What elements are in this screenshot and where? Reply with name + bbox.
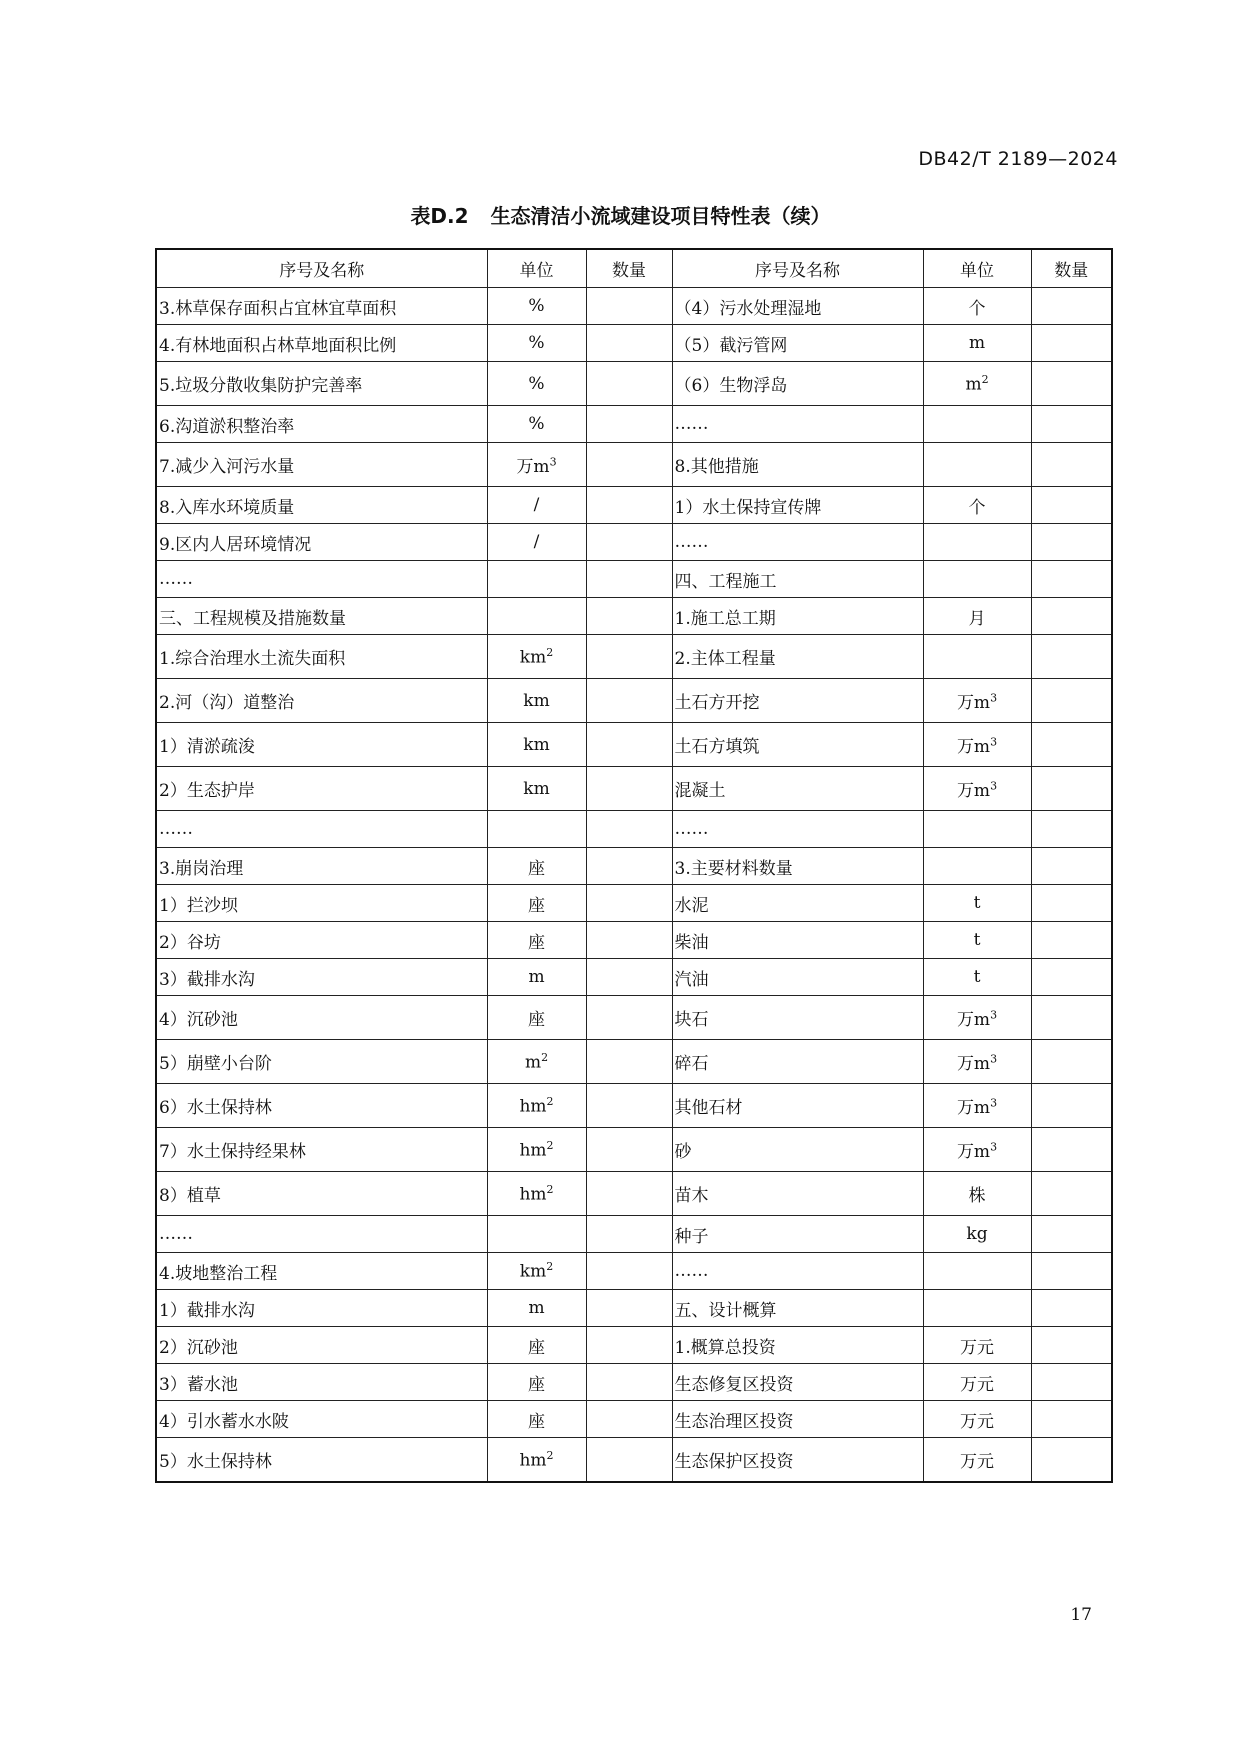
- right-name-cell: ……: [672, 1253, 923, 1290]
- table-row: [156, 1290, 1112, 1327]
- right-qty-cell: [1031, 524, 1112, 561]
- left-qty-cell: [586, 996, 672, 1040]
- header-right-qty: 数量: [1031, 249, 1112, 288]
- right-name-cell: 1.施工总工期: [672, 598, 923, 635]
- right-qty-cell: [1031, 723, 1112, 767]
- left-qty-cell: [586, 1364, 672, 1401]
- right-name-cell: 五、设计概算: [672, 1290, 923, 1327]
- right-name-cell: ……: [672, 406, 923, 443]
- right-name-cell: 混凝土: [672, 767, 923, 811]
- right-qty-cell: [1031, 325, 1112, 362]
- right-qty-cell: [1031, 811, 1112, 848]
- right-name-cell: 水泥: [672, 885, 923, 922]
- left-unit-cell: $hm^2$: [487, 1084, 586, 1128]
- right-unit-cell: 个: [923, 288, 1031, 325]
- header-left-qty: 数量: [586, 249, 672, 288]
- left-qty-cell: [586, 487, 672, 524]
- right-qty-cell: [1031, 1216, 1112, 1253]
- table-row: [156, 811, 1112, 848]
- right-name-cell: 土石方开挖: [672, 679, 923, 723]
- left-unit-cell: $hm^2$: [487, 1128, 586, 1172]
- right-unit-cell: [923, 811, 1031, 848]
- left-qty-cell: [586, 598, 672, 635]
- left-qty-cell: [586, 1084, 672, 1128]
- left-qty-cell: [586, 288, 672, 325]
- table-row: [156, 524, 1112, 561]
- right-unit-cell: 万$m^3$: [923, 1128, 1031, 1172]
- right-unit-cell: 万$m^3$: [923, 723, 1031, 767]
- right-unit-cell: kg: [923, 1216, 1031, 1253]
- right-qty-cell: [1031, 598, 1112, 635]
- left-unit-cell: m: [487, 959, 586, 996]
- table-row: [156, 288, 1112, 325]
- right-name-cell: 种子: [672, 1216, 923, 1253]
- left-name-cell: 1）拦沙坝: [156, 885, 487, 922]
- right-name-cell: 碎石: [672, 1040, 923, 1084]
- right-unit-cell: t: [923, 922, 1031, 959]
- right-unit-cell: [923, 443, 1031, 487]
- left-qty-cell: [586, 524, 672, 561]
- table-row: [156, 1364, 1112, 1401]
- right-qty-cell: [1031, 1438, 1112, 1483]
- left-unit-cell: $hm^2$: [487, 1172, 586, 1216]
- right-name-cell: 苗木: [672, 1172, 923, 1216]
- left-qty-cell: [586, 561, 672, 598]
- table-row: [156, 723, 1112, 767]
- right-name-cell: 砂: [672, 1128, 923, 1172]
- table-header-row: [156, 249, 1112, 288]
- table-row: [156, 561, 1112, 598]
- right-qty-cell: [1031, 288, 1112, 325]
- left-name-cell: 3）截排水沟: [156, 959, 487, 996]
- left-qty-cell: [586, 362, 672, 406]
- right-qty-cell: [1031, 1327, 1112, 1364]
- left-unit-cell: 座: [487, 1364, 586, 1401]
- right-qty-cell: [1031, 1040, 1112, 1084]
- table-row: [156, 325, 1112, 362]
- left-qty-cell: [586, 1040, 672, 1084]
- right-unit-cell: 万$m^3$: [923, 996, 1031, 1040]
- right-unit-cell: 万$m^3$: [923, 679, 1031, 723]
- table-row: [156, 885, 1112, 922]
- table-row: [156, 635, 1112, 679]
- table-row: [156, 1253, 1112, 1290]
- right-name-cell: 土石方填筑: [672, 723, 923, 767]
- table-row: [156, 487, 1112, 524]
- table-row: [156, 996, 1112, 1040]
- table-row: [156, 1438, 1112, 1483]
- left-unit-cell: $m^2$: [487, 1040, 586, 1084]
- left-name-cell: 3.林草保存面积占宜林宜草面积: [156, 288, 487, 325]
- right-name-cell: ……: [672, 811, 923, 848]
- left-name-cell: 1.综合治理水土流失面积: [156, 635, 487, 679]
- left-name-cell: 1）清淤疏浚: [156, 723, 487, 767]
- page-number: 17: [1070, 1605, 1092, 1625]
- right-qty-cell: [1031, 362, 1112, 406]
- right-name-cell: 汽油: [672, 959, 923, 996]
- table-body: [156, 288, 1112, 1483]
- right-qty-cell: [1031, 848, 1112, 885]
- right-qty-cell: [1031, 561, 1112, 598]
- standard-code: DB42/T 2189—2024: [918, 148, 1118, 170]
- table-row: [156, 1084, 1112, 1128]
- left-unit-cell: 座: [487, 1401, 586, 1438]
- left-qty-cell: [586, 679, 672, 723]
- left-qty-cell: [586, 959, 672, 996]
- left-unit-cell: 座: [487, 885, 586, 922]
- header-right-unit: 单位: [923, 249, 1031, 288]
- left-qty-cell: [586, 1253, 672, 1290]
- table-row: [156, 362, 1112, 406]
- right-qty-cell: [1031, 1364, 1112, 1401]
- right-name-cell: 四、工程施工: [672, 561, 923, 598]
- right-qty-cell: [1031, 767, 1112, 811]
- left-unit-cell: [487, 561, 586, 598]
- header-left-name: 序号及名称: [156, 249, 487, 288]
- left-unit-cell: /: [487, 524, 586, 561]
- left-name-cell: 3）蓄水池: [156, 1364, 487, 1401]
- left-qty-cell: [586, 723, 672, 767]
- table-row: [156, 767, 1112, 811]
- left-qty-cell: [586, 635, 672, 679]
- right-unit-cell: m: [923, 325, 1031, 362]
- right-unit-cell: 万元: [923, 1364, 1031, 1401]
- left-unit-cell: [487, 811, 586, 848]
- left-name-cell: 三、工程规模及措施数量: [156, 598, 487, 635]
- left-name-cell: 2）生态护岸: [156, 767, 487, 811]
- right-unit-cell: 月: [923, 598, 1031, 635]
- left-name-cell: 2.河（沟）道整治: [156, 679, 487, 723]
- right-qty-cell: [1031, 1128, 1112, 1172]
- left-unit-cell: km: [487, 767, 586, 811]
- right-qty-cell: [1031, 443, 1112, 487]
- left-unit-cell: 座: [487, 996, 586, 1040]
- right-qty-cell: [1031, 487, 1112, 524]
- left-unit-cell: km: [487, 723, 586, 767]
- right-qty-cell: [1031, 1172, 1112, 1216]
- left-qty-cell: [586, 1172, 672, 1216]
- right-name-cell: 其他石材: [672, 1084, 923, 1128]
- table-row: [156, 1216, 1112, 1253]
- left-unit-cell: [487, 1216, 586, 1253]
- table-row: [156, 922, 1112, 959]
- right-unit-cell: 万元: [923, 1438, 1031, 1483]
- left-qty-cell: [586, 406, 672, 443]
- left-name-cell: 4.坡地整治工程: [156, 1253, 487, 1290]
- right-unit-cell: t: [923, 959, 1031, 996]
- right-unit-cell: 万$m^3$: [923, 767, 1031, 811]
- right-unit-cell: 万$m^3$: [923, 1084, 1031, 1128]
- left-unit-cell: %: [487, 325, 586, 362]
- right-unit-cell: [923, 848, 1031, 885]
- table-row: [156, 679, 1112, 723]
- table-row: [156, 1401, 1112, 1438]
- right-name-cell: 块石: [672, 996, 923, 1040]
- left-unit-cell: 座: [487, 922, 586, 959]
- header-left-unit: 单位: [487, 249, 586, 288]
- right-name-cell: 柴油: [672, 922, 923, 959]
- right-qty-cell: [1031, 885, 1112, 922]
- right-unit-cell: t: [923, 885, 1031, 922]
- left-name-cell: 6.沟道淤积整治率: [156, 406, 487, 443]
- right-unit-cell: 株: [923, 1172, 1031, 1216]
- table-title: [0, 200, 1241, 229]
- right-name-cell: （6）生物浮岛: [672, 362, 923, 406]
- project-spec-table: [155, 248, 1113, 1483]
- right-unit-cell: [923, 635, 1031, 679]
- left-unit-cell: m: [487, 1290, 586, 1327]
- left-name-cell: 4.有林地面积占林草地面积比例: [156, 325, 487, 362]
- table-row: [156, 1172, 1112, 1216]
- left-unit-cell: 座: [487, 1327, 586, 1364]
- left-qty-cell: [586, 885, 672, 922]
- right-name-cell: （4）污水处理湿地: [672, 288, 923, 325]
- left-qty-cell: [586, 443, 672, 487]
- right-qty-cell: [1031, 406, 1112, 443]
- left-qty-cell: [586, 1438, 672, 1483]
- left-name-cell: 9.区内人居环境情况: [156, 524, 487, 561]
- left-unit-cell: %: [487, 288, 586, 325]
- right-qty-cell: [1031, 1401, 1112, 1438]
- left-unit-cell: $km^2$: [487, 1253, 586, 1290]
- right-unit-cell: 万$m^3$: [923, 1040, 1031, 1084]
- left-name-cell: ……: [156, 811, 487, 848]
- table-row: [156, 598, 1112, 635]
- left-qty-cell: [586, 325, 672, 362]
- left-name-cell: 2）沉砂池: [156, 1327, 487, 1364]
- right-name-cell: 生态治理区投资: [672, 1401, 923, 1438]
- right-qty-cell: [1031, 1084, 1112, 1128]
- left-name-cell: 4）沉砂池: [156, 996, 487, 1040]
- table-row: [156, 1040, 1112, 1084]
- left-name-cell: 7.减少入河污水量: [156, 443, 487, 487]
- left-name-cell: 5）崩壁小台阶: [156, 1040, 487, 1084]
- left-unit-cell: 万$m^3$: [487, 443, 586, 487]
- left-qty-cell: [586, 767, 672, 811]
- right-name-cell: ……: [672, 524, 923, 561]
- table-row: [156, 406, 1112, 443]
- left-name-cell: 5.垃圾分散收集防护完善率: [156, 362, 487, 406]
- right-name-cell: （5）截污管网: [672, 325, 923, 362]
- right-name-cell: 1）水土保持宣传牌: [672, 487, 923, 524]
- right-unit-cell: [923, 524, 1031, 561]
- left-name-cell: 8.入库水环境质量: [156, 487, 487, 524]
- right-unit-cell: [923, 561, 1031, 598]
- header-right-name: 序号及名称: [672, 249, 923, 288]
- left-name-cell: 7）水土保持经果林: [156, 1128, 487, 1172]
- left-name-cell: 2）谷坊: [156, 922, 487, 959]
- left-qty-cell: [586, 848, 672, 885]
- right-unit-cell: $m^2$: [923, 362, 1031, 406]
- left-unit-cell: km: [487, 679, 586, 723]
- left-qty-cell: [586, 1216, 672, 1253]
- right-qty-cell: [1031, 679, 1112, 723]
- left-name-cell: 1）截排水沟: [156, 1290, 487, 1327]
- left-unit-cell: [487, 598, 586, 635]
- left-name-cell: ……: [156, 561, 487, 598]
- right-unit-cell: 万元: [923, 1327, 1031, 1364]
- table-row: [156, 1327, 1112, 1364]
- left-name-cell: 3.崩岗治理: [156, 848, 487, 885]
- right-qty-cell: [1031, 959, 1112, 996]
- table-caption: 生态清洁小流域建设项目特性表（续）: [490, 204, 831, 228]
- left-name-cell: ……: [156, 1216, 487, 1253]
- left-qty-cell: [586, 1290, 672, 1327]
- right-name-cell: 生态修复区投资: [672, 1364, 923, 1401]
- left-qty-cell: [586, 1401, 672, 1438]
- right-unit-cell: 个: [923, 487, 1031, 524]
- right-qty-cell: [1031, 1253, 1112, 1290]
- table-row: [156, 848, 1112, 885]
- right-name-cell: 3.主要材料数量: [672, 848, 923, 885]
- left-unit-cell: /: [487, 487, 586, 524]
- left-name-cell: 4）引水蓄水水陂: [156, 1401, 487, 1438]
- right-unit-cell: [923, 1253, 1031, 1290]
- left-unit-cell: %: [487, 362, 586, 406]
- left-qty-cell: [586, 811, 672, 848]
- right-name-cell: 8.其他措施: [672, 443, 923, 487]
- right-unit-cell: [923, 1290, 1031, 1327]
- right-qty-cell: [1031, 922, 1112, 959]
- left-unit-cell: 座: [487, 848, 586, 885]
- left-qty-cell: [586, 1327, 672, 1364]
- left-unit-cell: $hm^2$: [487, 1438, 586, 1483]
- table-row: [156, 1128, 1112, 1172]
- left-unit-cell: %: [487, 406, 586, 443]
- left-name-cell: 6）水土保持林: [156, 1084, 487, 1128]
- left-name-cell: 5）水土保持林: [156, 1438, 487, 1483]
- left-name-cell: 8）植草: [156, 1172, 487, 1216]
- left-qty-cell: [586, 1128, 672, 1172]
- table-row: [156, 959, 1112, 996]
- left-qty-cell: [586, 922, 672, 959]
- right-name-cell: 1.概算总投资: [672, 1327, 923, 1364]
- left-unit-cell: $km^2$: [487, 635, 586, 679]
- right-name-cell: 2.主体工程量: [672, 635, 923, 679]
- right-unit-cell: [923, 406, 1031, 443]
- table-row: [156, 443, 1112, 487]
- table-label: 表D.2: [410, 204, 469, 228]
- right-qty-cell: [1031, 996, 1112, 1040]
- right-unit-cell: 万元: [923, 1401, 1031, 1438]
- right-qty-cell: [1031, 1290, 1112, 1327]
- right-name-cell: 生态保护区投资: [672, 1438, 923, 1483]
- right-qty-cell: [1031, 635, 1112, 679]
